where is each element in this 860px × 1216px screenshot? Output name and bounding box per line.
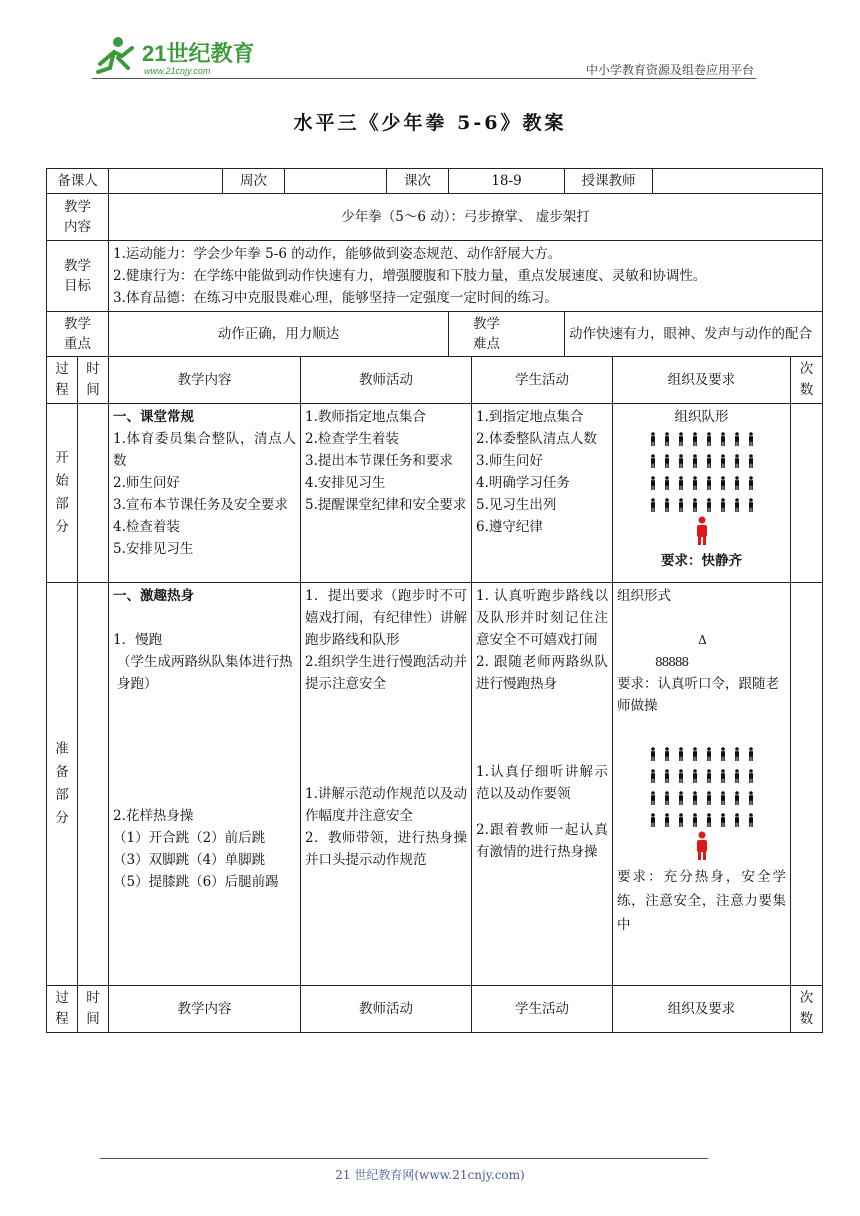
col-count-header xyxy=(791,357,823,404)
start-content-cell xyxy=(109,404,301,583)
difficulty-label-line1: 教学 xyxy=(473,316,500,332)
student-figure-icon xyxy=(649,476,657,490)
student-figure-icon xyxy=(733,791,741,805)
platform-name: 中小学教育资源及组卷应用平台 xyxy=(585,63,754,77)
start-student-item: 4.明确学习任务 xyxy=(476,475,570,491)
student-figure-icon xyxy=(705,769,713,783)
start-content-heading: 一、课堂常规 xyxy=(113,409,194,425)
formation-row xyxy=(617,787,786,809)
prep-teacher-item: 2.组织学生进行慢跑活动并提示注意安全 xyxy=(305,654,467,692)
col-teacher-header-repeat: 教师活动 xyxy=(301,986,472,1033)
footer-divider xyxy=(100,1158,708,1159)
prep-student-item: 2.跟着教师一起认真有激情的进行热身操 xyxy=(476,822,608,860)
col-process-line2: 程 xyxy=(55,382,69,398)
goals-cell xyxy=(109,241,823,312)
prep-content-item: （5）提膝跳（6）后腿前踢 xyxy=(113,874,279,890)
student-figure-icon xyxy=(691,747,699,761)
student-figure-icon xyxy=(705,498,713,512)
difficulty-label xyxy=(449,312,565,357)
teacher-figure-icon xyxy=(694,831,710,861)
prep-time-cell xyxy=(78,583,109,986)
header-divider xyxy=(92,78,756,79)
section-start-label xyxy=(47,404,78,583)
prep-content-cell xyxy=(109,583,301,986)
start-content-item: 2.师生问好 xyxy=(113,475,180,491)
start-formation xyxy=(617,428,786,516)
lesson-info-table xyxy=(46,168,823,357)
student-figure-icon xyxy=(733,498,741,512)
content-value: 少年拳（5～6 动）：弓步撩掌、 虚步架打 xyxy=(109,194,823,241)
logo-sub-text: www.21cnjy.com xyxy=(144,66,211,76)
student-figure-icon xyxy=(733,476,741,490)
section-char: 准 xyxy=(55,741,69,757)
content-label-line2: 内容 xyxy=(64,219,91,235)
formation-row xyxy=(617,428,786,450)
start-content-item: 1.体育委员集合整队，清点人数 xyxy=(113,431,296,469)
student-figure-icon xyxy=(719,498,727,512)
start-org-requirement: 要求：快静齐 xyxy=(661,553,742,569)
student-figure-icon xyxy=(733,432,741,446)
student-figure-icon xyxy=(747,498,755,512)
prep-student-cell xyxy=(472,583,613,986)
start-content-item: 4.检查着装 xyxy=(113,519,180,535)
formation-row xyxy=(617,765,786,787)
student-figure-icon xyxy=(677,791,685,805)
col-content-header-repeat: 教学内容 xyxy=(109,986,301,1033)
goal-label xyxy=(47,241,109,312)
footer-text: 21 世纪教育网(www.21cnjy.com) xyxy=(335,1168,525,1182)
col-count-line2: 数 xyxy=(799,1011,814,1027)
student-figure-icon xyxy=(719,813,727,827)
prep-content-item: （1）开合跳（2）前后跳 xyxy=(113,830,266,846)
start-teacher-cell xyxy=(301,404,472,583)
student-figure-icon xyxy=(747,432,755,446)
start-student-item: 2.体委整队清点人数 xyxy=(476,431,597,447)
site-logo xyxy=(92,34,267,78)
student-figure-icon xyxy=(719,476,727,490)
student-figure-icon xyxy=(691,813,699,827)
student-figure-icon xyxy=(719,432,727,446)
formation-row xyxy=(617,743,786,765)
week-label: 周次 xyxy=(223,169,285,194)
student-figure-icon xyxy=(705,454,713,468)
start-count-cell xyxy=(791,404,823,583)
student-figure-icon xyxy=(747,454,755,468)
col-process-header-repeat xyxy=(47,986,78,1033)
student-figure-icon xyxy=(733,454,741,468)
goal-label-line1: 教学 xyxy=(64,258,91,274)
lesson-label: 课次 xyxy=(387,169,449,194)
student-figure-icon xyxy=(691,769,699,783)
start-org-cell xyxy=(613,404,791,583)
student-figure-icon xyxy=(691,498,699,512)
student-figure-icon xyxy=(663,498,671,512)
prep-org-cell xyxy=(613,583,791,986)
student-figure-icon xyxy=(705,813,713,827)
section-char: 备 xyxy=(55,764,69,780)
teacher-value xyxy=(653,169,823,194)
prep-org-requirement-1: 要求：认真听口令，跟随老师做操 xyxy=(617,676,779,714)
start-time-cell xyxy=(78,404,109,583)
col-student-header: 学生活动 xyxy=(472,357,613,404)
week-value xyxy=(285,169,387,194)
student-figure-icon xyxy=(691,432,699,446)
student-figure-icon xyxy=(663,791,671,805)
teacher-label: 授课教师 xyxy=(565,169,653,194)
start-student-item: 6.遵守纪律 xyxy=(476,519,543,535)
goal-label-line2: 目标 xyxy=(64,278,91,294)
col-process-header xyxy=(47,357,78,404)
student-figure-icon xyxy=(705,476,713,490)
student-figure-icon xyxy=(649,791,657,805)
prep-content-item: 2.花样热身操 xyxy=(113,808,194,824)
prep-student-item: 1.认真仔细听讲解示范以及动作要领 xyxy=(476,764,608,802)
prep-student-item: 1. 认真听跑步路线以及队形并时刻记住注意安全不可嬉戏打闹 xyxy=(476,588,608,648)
formation-row xyxy=(617,472,786,494)
start-student-cell xyxy=(472,404,613,583)
student-figure-icon xyxy=(691,454,699,468)
prep-student-item: 2. 跟随老师两路纵队进行慢跑热身 xyxy=(476,654,608,692)
preparer-value xyxy=(109,169,223,194)
student-figure-icon xyxy=(649,432,657,446)
start-teacher-figure-wrap xyxy=(617,516,786,550)
col-org-header-repeat: 组织及要求 xyxy=(613,986,791,1033)
start-org-title: 组织队形 xyxy=(674,409,729,425)
col-student-header-repeat: 学生活动 xyxy=(472,986,613,1033)
lesson-value: 18-9 xyxy=(449,169,565,194)
student-figure-icon xyxy=(705,791,713,805)
student-figure-icon xyxy=(733,813,741,827)
student-figure-icon xyxy=(649,454,657,468)
key-label xyxy=(47,312,109,357)
student-figure-icon xyxy=(649,769,657,783)
start-content-item: 3.宣布本节课任务及安全要求 xyxy=(113,497,288,513)
prep-content-item: 1．慢跑 xyxy=(113,632,163,648)
start-teacher-item: 1.教师指定地点集合 xyxy=(305,409,426,425)
student-figure-icon xyxy=(677,498,685,512)
student-figure-icon xyxy=(663,476,671,490)
student-figure-icon xyxy=(733,769,741,783)
key-label-line2: 重点 xyxy=(64,336,91,352)
col-count-header-repeat xyxy=(791,986,823,1033)
col-time-line2: 间 xyxy=(86,1011,100,1027)
col-time-header xyxy=(78,357,109,404)
student-figure-icon xyxy=(663,813,671,827)
key-value: 动作正确，用力顺达 xyxy=(109,312,449,357)
section-char: 始 xyxy=(55,473,69,489)
prep-content-item: （3）双脚跳（4）单脚跳 xyxy=(113,852,266,868)
prep-teacher-item: 1．提出要求（跑步时不可嬉戏打闹，有纪律性）讲解跑步路线和队形 xyxy=(305,588,467,648)
prep-count-cell xyxy=(791,583,823,986)
student-figure-icon xyxy=(691,791,699,805)
student-figure-icon xyxy=(663,747,671,761)
student-figure-icon xyxy=(677,454,685,468)
student-figure-icon xyxy=(747,813,755,827)
student-figure-icon xyxy=(649,498,657,512)
student-figure-icon xyxy=(719,791,727,805)
difficulty-label-line2: 难点 xyxy=(473,336,500,352)
col-time-line1: 时 xyxy=(86,361,100,377)
section-char: 分 xyxy=(55,810,69,826)
col-process-line2: 程 xyxy=(55,1011,69,1027)
prep-teacher-item: 1.讲解示范动作规范以及动作幅度并注意安全 xyxy=(305,786,467,824)
student-figure-icon xyxy=(677,476,685,490)
col-time-header-repeat xyxy=(78,986,109,1033)
student-figure-icon xyxy=(733,747,741,761)
logo-main-text: 21世纪教育 xyxy=(142,41,255,66)
start-student-item: 1.到指定地点集合 xyxy=(476,409,584,425)
student-figure-icon xyxy=(663,769,671,783)
col-count-line1: 次 xyxy=(799,990,814,1006)
col-time-line1: 时 xyxy=(86,990,100,1006)
start-teacher-item: 3.提出本节课任务和要求 xyxy=(305,453,453,469)
prep-org-requirement-2: 要求：充分热身，安全学练，注意安全，注意力要集中 xyxy=(617,869,786,933)
col-count-line1: 次 xyxy=(799,361,814,377)
student-figure-icon xyxy=(747,476,755,490)
start-student-item: 5.见习生出列 xyxy=(476,497,557,513)
process-table xyxy=(46,356,823,1033)
start-teacher-item: 4.安排见习生 xyxy=(305,475,386,491)
prep-content-item: （学生成两路纵队集体进行热身跑） xyxy=(117,654,293,692)
formation-row xyxy=(617,450,786,472)
content-label-line1: 教学 xyxy=(64,199,91,215)
prep-student-columns: 88888 xyxy=(655,655,689,669)
col-process-line1: 过 xyxy=(55,990,69,1006)
student-figure-icon xyxy=(719,747,727,761)
section-prep-label xyxy=(47,583,78,986)
prep-content-heading: 一、激趣热身 xyxy=(113,588,194,604)
preparer-label: 备课人 xyxy=(47,169,109,194)
student-figure-icon xyxy=(649,813,657,827)
content-label xyxy=(47,194,109,241)
section-char: 开 xyxy=(55,450,69,466)
col-count-line2: 数 xyxy=(799,382,814,398)
col-teacher-header: 教师活动 xyxy=(301,357,472,404)
start-teacher-item: 5.提醒课堂纪律和安全要求 xyxy=(305,497,467,513)
section-char: 部 xyxy=(55,787,69,803)
student-figure-icon xyxy=(719,769,727,783)
goal-item: 2.健康行为：在学练中能做到动作快速有力，增强腰腹和下肢力量，重点发展速度、灵敏和协调性。 xyxy=(113,268,707,284)
student-figure-icon xyxy=(663,454,671,468)
student-figure-icon xyxy=(663,432,671,446)
student-figure-icon xyxy=(677,747,685,761)
prep-teacher-cell xyxy=(301,583,472,986)
student-figure-icon xyxy=(677,813,685,827)
formation-row xyxy=(617,809,786,831)
prep-teacher-item: 2．教师带领，进行热身操并口头提示动作规范 xyxy=(305,830,467,868)
col-org-header: 组织及要求 xyxy=(613,357,791,404)
student-figure-icon xyxy=(691,476,699,490)
start-content-item: 5.安排见习生 xyxy=(113,541,194,557)
difficulty-value: 动作快速有力，眼神、发声与动作的配合 xyxy=(565,312,823,357)
start-teacher-item: 2.检查学生着装 xyxy=(305,431,399,447)
student-figure-icon xyxy=(649,747,657,761)
runner-icon xyxy=(98,37,132,72)
col-time-line2: 间 xyxy=(86,382,100,398)
teacher-figure-icon xyxy=(694,516,710,546)
student-figure-icon xyxy=(747,747,755,761)
prep-teacher-figure-wrap xyxy=(617,831,786,865)
page-title: 水平三《少年拳 5-6》教案 xyxy=(293,112,567,134)
col-process-line1: 过 xyxy=(55,361,69,377)
student-figure-icon xyxy=(747,769,755,783)
section-char: 部 xyxy=(55,496,69,512)
prep-formation xyxy=(617,743,786,831)
student-figure-icon xyxy=(677,432,685,446)
prep-teacher-marker: Δ xyxy=(698,633,707,647)
section-char: 分 xyxy=(55,519,69,535)
goal-item: 1.运动能力：学会少年拳 5-6 的动作，能够做到姿态规范、动作舒展大方。 xyxy=(113,246,562,262)
start-student-item: 3.师生问好 xyxy=(476,453,543,469)
goal-item: 3.体育品德：在练习中克服畏难心理，能够坚持一定强度一定时间的练习。 xyxy=(113,290,558,306)
student-figure-icon xyxy=(705,747,713,761)
prep-org-title: 组织形式 xyxy=(617,588,671,604)
formation-row xyxy=(617,494,786,516)
student-figure-icon xyxy=(677,769,685,783)
student-figure-icon xyxy=(719,454,727,468)
student-figure-icon xyxy=(747,791,755,805)
col-content-header: 教学内容 xyxy=(109,357,301,404)
key-label-line1: 教学 xyxy=(64,316,91,332)
student-figure-icon xyxy=(705,432,713,446)
